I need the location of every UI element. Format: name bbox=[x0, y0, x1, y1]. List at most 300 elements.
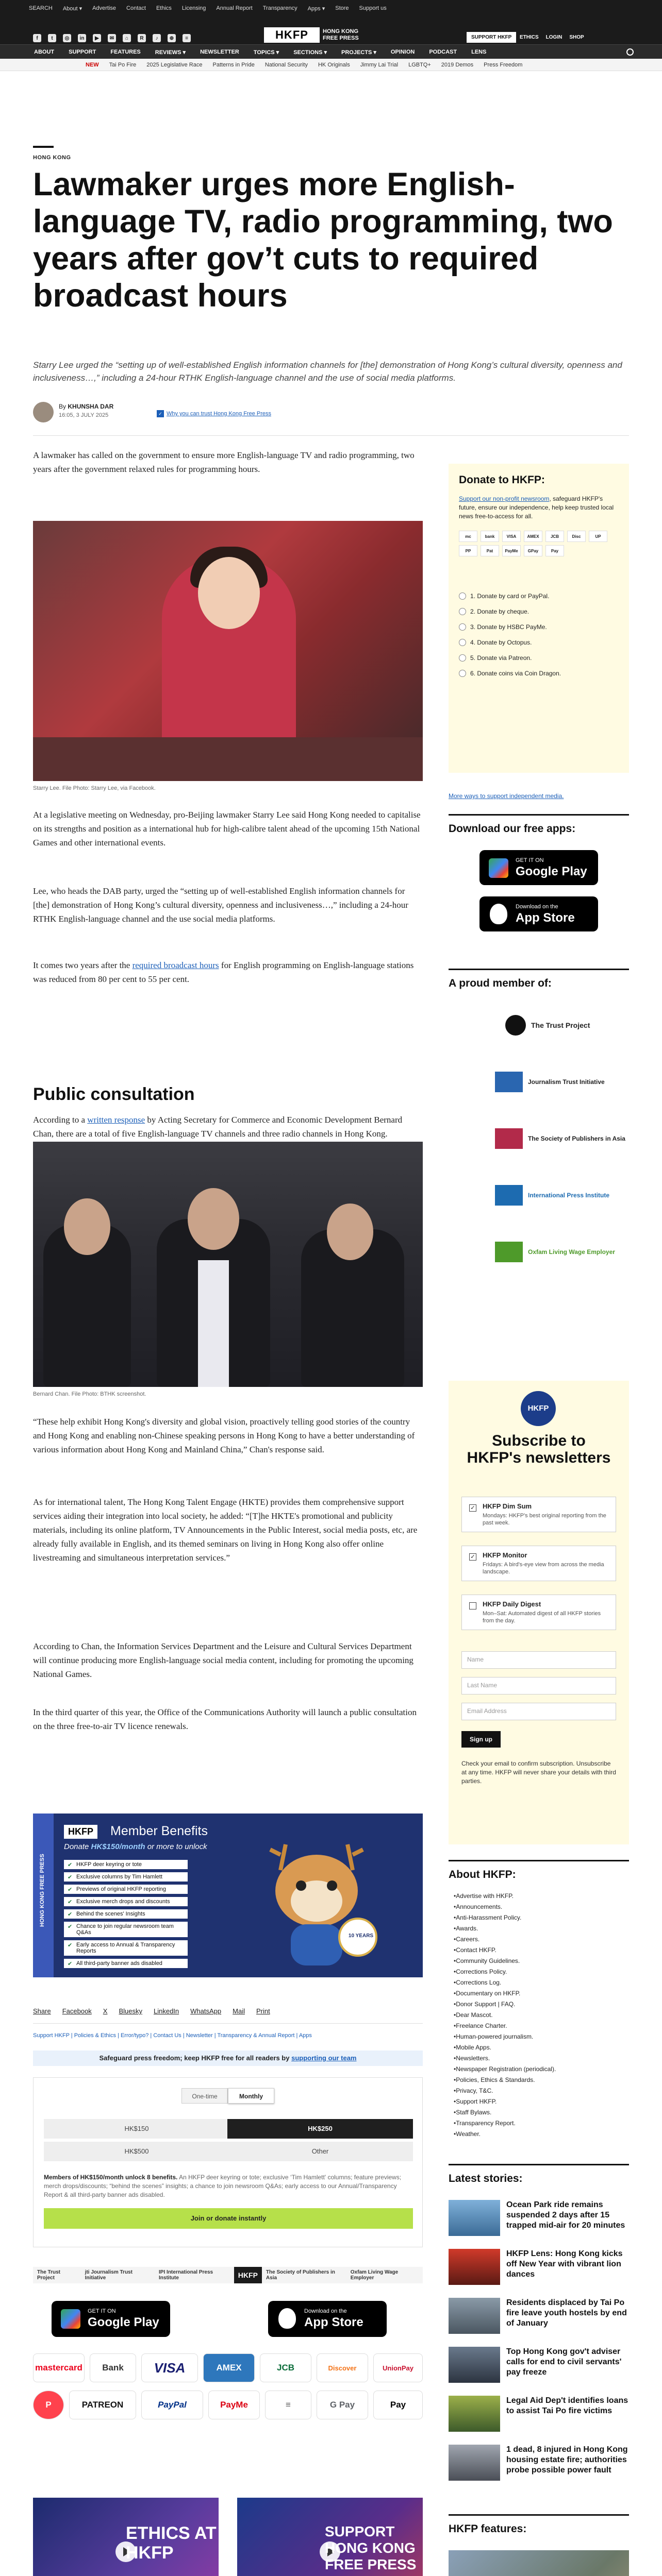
support-team-link[interactable]: supporting our team bbox=[291, 2054, 357, 2062]
nav-features[interactable]: FEATURES bbox=[110, 49, 141, 55]
benefit-item: ✔ Previews of original HKFP reporting bbox=[64, 1885, 188, 1894]
utility-link-store[interactable]: Store bbox=[335, 5, 349, 11]
google-pay-icon: G Pay bbox=[317, 2391, 368, 2419]
about-link[interactable]: • Corrections Policy. bbox=[454, 1967, 624, 1977]
banner-amount: HK$150/month bbox=[91, 1842, 145, 1851]
nav-podcast[interactable]: PODCAST bbox=[429, 49, 457, 55]
nav-newsletter[interactable]: NEWSLETTER bbox=[200, 49, 239, 55]
written-response-link[interactable]: written response bbox=[87, 1115, 145, 1125]
section-rule bbox=[33, 146, 54, 148]
paragraph bbox=[33, 958, 423, 986]
trending-link[interactable]: HK Originals bbox=[318, 62, 350, 68]
text: , safeguard HKFP's future, ensure our independence, help keep trusted local news free-to-access for all. bbox=[459, 495, 614, 520]
google-play-icon bbox=[61, 2309, 80, 2329]
text: or more to unlock bbox=[145, 1842, 207, 1851]
donate-heading: Donate to HKFP: bbox=[459, 474, 545, 486]
donate-option[interactable] bbox=[459, 670, 561, 677]
join-donate-button[interactable]: Join or donate instantly bbox=[44, 2208, 413, 2229]
reddit-icon[interactable]: R bbox=[138, 34, 146, 42]
store-caption: Download on the bbox=[304, 2308, 347, 2314]
latest-heading: Latest stories: bbox=[449, 2164, 629, 2185]
tab-monthly[interactable]: Monthly bbox=[228, 2088, 274, 2104]
discover-icon: Disc bbox=[567, 531, 586, 542]
newsletter-signup bbox=[449, 1381, 629, 1844]
text: by Acting Secretary for Commerce and Economic Development Bernard Chan, there are a total of five English-language TV channels and three radio channels in Hong Kong. bbox=[33, 1115, 403, 1139]
oxfam-logo[interactable] bbox=[495, 1242, 615, 1262]
promo-title: ETHICS AT HKFP bbox=[126, 2523, 217, 2563]
newsletter-option[interactable] bbox=[461, 1546, 616, 1581]
share-label[interactable]: Share bbox=[33, 2007, 51, 2015]
share-bluesky[interactable]: Bluesky bbox=[119, 2007, 142, 2015]
hkfp-badge[interactable]: HKFP bbox=[234, 2267, 262, 2283]
story-title[interactable]: 1 dead, 8 injured in Hong Kong housing estate fire; authorities probe possible power fault bbox=[506, 2445, 628, 2475]
store-name: App Store bbox=[516, 911, 575, 925]
about-link[interactable]: • Dear Mascot. bbox=[454, 2010, 624, 2021]
member-description bbox=[44, 2173, 413, 2199]
paragraph bbox=[33, 1113, 423, 1141]
jti-icon bbox=[495, 1072, 523, 1092]
about-link[interactable]: • Human-powered journalism. bbox=[454, 2031, 624, 2042]
jcb-icon: JCB bbox=[260, 2353, 311, 2382]
patreon-wordmark: PATREON bbox=[69, 2391, 136, 2419]
payme-icon: PayMe bbox=[208, 2391, 260, 2419]
article-dek: Starry Lee urged the “setting up of well-established English information channels for [the] demonstration of Hong Kong’s cultural diversity, openness and inclusiveness…,” including a 24-hour RTHK English-language channel and the use of social media platforms. bbox=[33, 360, 622, 383]
trust-link-text[interactable]: Why you can trust Hong Kong Free Press bbox=[167, 410, 271, 417]
trust-icon: ✓ bbox=[157, 410, 164, 417]
story-item[interactable] bbox=[449, 2445, 629, 2488]
paragraph: A lawmaker has called on the government to ensure more English-language TV and radio programming, two years after the government relaxed rules for programming hours. bbox=[33, 450, 415, 474]
text: It comes two years after the bbox=[33, 960, 133, 970]
home-icon[interactable]: ⌂ bbox=[123, 34, 131, 42]
apple-pay-icon: Pay bbox=[373, 2391, 423, 2419]
trust-project-icon bbox=[505, 1015, 526, 1036]
article-headline: Lawmaker urges more English-language TV, radio programming, two years after gov’t cuts to required broadcast hours bbox=[33, 166, 613, 314]
oxfam-badge[interactable]: Oxfam Living Wage Employer bbox=[346, 2267, 423, 2283]
story-thumbnail[interactable] bbox=[449, 2298, 500, 2334]
donate-widget bbox=[33, 2077, 423, 2247]
text: According to a bbox=[33, 1115, 88, 1125]
share-whatsapp[interactable]: WhatsApp bbox=[190, 2007, 222, 2015]
paragraph: According to Chan, the Information Services Department and the Leisure and Cultural Services Department will continue producing more English-language social media content, including for promoting the upcoming National Games. bbox=[33, 1641, 413, 1679]
deer-mascot-illustration bbox=[250, 1834, 384, 1973]
about-link[interactable]: • Support HKFP. bbox=[454, 2096, 624, 2107]
text: for English programming on English-language stations was reduced from 80 per cent to 55 per cent. bbox=[33, 960, 414, 984]
utility-link-transparency[interactable]: Transparency bbox=[262, 5, 297, 11]
nonprofit-link[interactable]: Support our non-profit newsroom bbox=[459, 495, 550, 502]
patreon-icon: Pat bbox=[481, 545, 499, 556]
about-link[interactable]: • Advertise with HKFP. bbox=[454, 1891, 624, 1902]
byline bbox=[33, 400, 342, 425]
banner-side-strip bbox=[33, 1814, 54, 1977]
trending-link[interactable]: 2019 Demos bbox=[441, 62, 474, 68]
story-thumbnail[interactable] bbox=[449, 2200, 500, 2236]
about-link[interactable]: • Privacy, T&C. bbox=[454, 2086, 624, 2096]
member-description-bold: Members of HK$150/month unlock 8 benefits. bbox=[44, 2174, 178, 2181]
photo-figure-face bbox=[198, 557, 260, 629]
story-thumbnail[interactable] bbox=[449, 2347, 500, 2383]
trust-link[interactable] bbox=[157, 410, 271, 417]
membership-badges bbox=[33, 2267, 423, 2283]
paragraph: At a legislative meeting on Wednesday, pro-Beijing lawmaker Starry Lee said Hong Kong needed to capitalise on its strengths and position as a international hub for high-calibre talent ahead of the upcoming 15th National Games and other international events. bbox=[33, 810, 421, 848]
story-item[interactable] bbox=[449, 2347, 629, 2390]
radio-icon[interactable] bbox=[459, 654, 466, 662]
site-logo-text[interactable]: HONG KONG FREE PRESS bbox=[323, 28, 359, 41]
email-icon[interactable]: ✉ bbox=[108, 34, 116, 42]
app-store-button[interactable] bbox=[268, 2301, 387, 2337]
latest-stories bbox=[449, 2164, 629, 2494]
share-print[interactable]: Print bbox=[256, 2007, 270, 2015]
ethics-video-promo[interactable] bbox=[33, 2498, 219, 2576]
donate-option-label: 6. Donate coins via Coin Dragon. bbox=[470, 670, 561, 677]
apps-heading: Download our free apps: bbox=[449, 814, 629, 835]
utility-link-annual-report[interactable]: Annual Report bbox=[216, 5, 253, 11]
donate-intro bbox=[459, 495, 619, 521]
benefit-item: ✔ Exclusive columns by Tim Hamlett bbox=[64, 1872, 188, 1882]
share-linkedin[interactable]: LinkedIn bbox=[154, 2007, 179, 2015]
nav-projects[interactable]: PROJECTS ▾ bbox=[341, 49, 376, 56]
story-item[interactable] bbox=[449, 2396, 629, 2439]
nav-opinion[interactable]: OPINION bbox=[390, 49, 415, 55]
payment-methods-row bbox=[33, 2391, 423, 2419]
newsletter-note: Check your email to confirm subscription. Unsubscribe at any time. HKFP will never share your details with third parties. bbox=[461, 1760, 616, 1785]
radio-icon[interactable] bbox=[459, 639, 466, 646]
photo-figure-face bbox=[64, 1198, 110, 1255]
unionpay-icon: UnionPay bbox=[373, 2353, 423, 2382]
divider bbox=[33, 435, 629, 436]
share-x[interactable]: X bbox=[103, 2007, 108, 2015]
trending-bar bbox=[0, 59, 662, 71]
last-name-field[interactable]: Last Name bbox=[461, 1677, 616, 1694]
about-link[interactable]: • Weather. bbox=[454, 2129, 624, 2140]
support-video-promo[interactable] bbox=[237, 2498, 423, 2576]
about-link[interactable]: • Newspaper Registration (periodical). bbox=[454, 2064, 624, 2075]
first-name-field[interactable]: Name bbox=[461, 1651, 616, 1669]
checkbox[interactable] bbox=[469, 1602, 476, 1609]
paragraph: As for international talent, The Hong Kong Talent Engage (HKTE) provides them comprehensive support services aiding their integration into local society, he added: “[T]he HKTE's promotional and publicity materials, including its online platform, TV Announcements in the Public Interest, social media posts, etc, are already fully available in English, and its themed seminars on living in Hong Kong also offer online livestreaming and simultaneous interpretation services.” bbox=[33, 1497, 418, 1563]
about-links bbox=[454, 1891, 624, 2140]
main-nav bbox=[0, 44, 662, 59]
features-heading: HKFP features: bbox=[449, 2514, 629, 2535]
about-link[interactable]: • Policies, Ethics & Standards. bbox=[454, 2075, 624, 2086]
text: Donate bbox=[64, 1842, 91, 1851]
story-title[interactable]: HKFP Lens: Hong Kong kicks off New Year with vibrant lion dances bbox=[506, 2249, 623, 2279]
member-name: Oxfam Living Wage Employer bbox=[528, 1248, 615, 1256]
trending-link[interactable]: Patterns in Pride bbox=[212, 62, 255, 68]
facebook-icon[interactable]: f bbox=[33, 34, 41, 42]
more-ways-link[interactable]: More ways to support independent media. bbox=[449, 792, 564, 800]
about-link[interactable]: • Mobile Apps. bbox=[454, 2042, 624, 2053]
amount-option-selected[interactable]: HK$250 bbox=[227, 2119, 413, 2139]
ethics-link[interactable]: ETHICS bbox=[520, 35, 539, 40]
instagram-icon[interactable]: ◎ bbox=[63, 34, 71, 42]
payme-icon: PayMe bbox=[502, 545, 521, 556]
benefit-item: ✔ HKFP deer keyring or tote bbox=[64, 1860, 188, 1869]
about-link[interactable]: • Newsletters. bbox=[454, 2053, 624, 2064]
newsletter-desc: Mondays: HKFP's best original reporting from the past week. bbox=[483, 1513, 606, 1526]
tiktok-icon[interactable]: ♪ bbox=[153, 34, 161, 42]
nav-reviews[interactable]: REVIEWS ▾ bbox=[155, 49, 186, 56]
about-link[interactable]: • Anti-Harassment Policy. bbox=[454, 1912, 624, 1923]
share-facebook[interactable]: Facebook bbox=[62, 2007, 92, 2015]
amex-icon: AMEX bbox=[203, 2353, 255, 2382]
about-link[interactable]: • Awards. bbox=[454, 1923, 624, 1934]
ipi-logo[interactable] bbox=[495, 1185, 609, 1206]
newsletter-name: HKFP Dim Sum bbox=[483, 1502, 532, 1510]
discover-icon: Discover bbox=[317, 2353, 368, 2382]
trending-link[interactable]: LGBTQ+ bbox=[408, 62, 431, 68]
byline-prefix: By bbox=[59, 403, 67, 410]
radio-icon[interactable] bbox=[459, 592, 466, 600]
paragraph: In the third quarter of this year, the Office of the Communications Authority will launch a public consultation on the three free-to-air TV licence renewals. bbox=[33, 1707, 417, 1731]
broadcast-hours-link[interactable]: required broadcast hours bbox=[132, 960, 219, 970]
radio-icon[interactable] bbox=[459, 608, 466, 615]
benefit-item: ✔ All third-party banner ads disabled bbox=[64, 1959, 188, 1968]
google-pay-icon: GPay bbox=[524, 545, 542, 556]
linkedin-icon[interactable]: in bbox=[78, 34, 86, 42]
author-name[interactable]: KHUNSHA DAR bbox=[68, 403, 114, 410]
story-title[interactable]: Ocean Park ride remains suspended 2 days after 15 trapped mid-air for 20 minutes bbox=[506, 2200, 625, 2230]
store-name: Google Play bbox=[88, 2315, 159, 2329]
article-photo-starry-lee bbox=[33, 521, 423, 781]
about-link[interactable]: • Announcements. bbox=[454, 1902, 624, 1912]
article-photo-bernard-chan bbox=[33, 1142, 423, 1387]
share-mail[interactable]: Mail bbox=[233, 2007, 245, 2015]
radio-icon[interactable] bbox=[459, 623, 466, 631]
utility-link-contact[interactable]: Contact bbox=[126, 5, 146, 11]
trending-link[interactable]: 2025 Legislative Race bbox=[146, 62, 203, 68]
benefit-list bbox=[64, 1860, 188, 1971]
utility-link-support[interactable]: Support us bbox=[359, 5, 387, 11]
nav-about[interactable]: ABOUT bbox=[34, 49, 55, 55]
about-link[interactable]: • Corrections Log. bbox=[454, 1977, 624, 1988]
site-logo[interactable]: HKFP bbox=[264, 27, 320, 43]
email-field[interactable]: Email Address bbox=[461, 1703, 616, 1720]
about-link[interactable]: • Donor Support | FAQ. bbox=[454, 1999, 624, 2010]
photo-figure-shirt bbox=[198, 1260, 229, 1387]
donate-option[interactable] bbox=[459, 608, 561, 615]
donate-option[interactable] bbox=[459, 639, 561, 646]
signup-button[interactable]: Sign up bbox=[461, 1731, 501, 1748]
visa-icon: VISA bbox=[141, 2353, 198, 2382]
tab-one-time[interactable]: One-time bbox=[181, 2088, 228, 2104]
story-title[interactable]: Legal Aid Dep't identifies loans to assist Tai Po fire victims bbox=[506, 2396, 628, 2415]
store-caption: GET IT ON bbox=[88, 2308, 116, 2314]
about-link[interactable]: • Documentary on HKFP. bbox=[454, 1988, 624, 1999]
member-name: The Society of Publishers in Asia bbox=[528, 1135, 625, 1142]
story-title[interactable]: Residents displaced by Tai Po fire leave youth hostels by end of January bbox=[506, 2298, 627, 2328]
amex-icon: AMEX bbox=[524, 531, 542, 542]
google-play-button[interactable] bbox=[479, 850, 598, 885]
mastercard-icon: mastercard bbox=[33, 2353, 85, 2382]
story-thumbnail[interactable] bbox=[449, 2249, 500, 2285]
donate-option-label: 1. Donate by card or PayPal. bbox=[470, 592, 550, 600]
utility-nav bbox=[29, 5, 387, 12]
newsletter-title: Subscribe to HKFP's newsletters bbox=[467, 1432, 611, 1466]
donate-option[interactable] bbox=[459, 592, 561, 600]
trust-project-logo[interactable] bbox=[505, 1015, 590, 1036]
photo-caption: Starry Lee. File Photo: Starry Lee, via Facebook. bbox=[33, 785, 156, 791]
donate-option[interactable] bbox=[459, 623, 561, 631]
amount-option[interactable]: HK$500 bbox=[44, 2142, 229, 2161]
new-label: NEW bbox=[86, 62, 99, 68]
amount-other[interactable]: Other bbox=[227, 2142, 413, 2161]
nav-support[interactable]: SUPPORT bbox=[69, 49, 96, 55]
benefit-item: ✔ Behind the scenes' Insights bbox=[64, 1909, 188, 1919]
unionpay-icon: UP bbox=[589, 531, 607, 542]
utility-link-licensing[interactable]: Licensing bbox=[181, 5, 206, 11]
story-thumbnail[interactable] bbox=[449, 2445, 500, 2481]
radio-icon[interactable] bbox=[459, 670, 466, 677]
ipi-badge[interactable]: IPI International Press Institute bbox=[155, 2267, 234, 2283]
jcb-icon: JCB bbox=[545, 531, 564, 542]
oxfam-icon bbox=[495, 1242, 523, 1262]
about-section bbox=[449, 1860, 629, 2154]
story-title[interactable]: Top Hong Kong gov't adviser calls for end to civil servants' pay freeze bbox=[506, 2347, 622, 2377]
newsletter-logo: HKFP bbox=[521, 1391, 556, 1426]
story-item[interactable] bbox=[449, 2298, 629, 2341]
mastercard-icon: mc bbox=[459, 531, 477, 542]
author-line bbox=[59, 403, 113, 410]
banner-title: Member Benefits bbox=[110, 1824, 208, 1838]
newsletter-desc: Mon–Sat: Automated digest of all HKFP stories from the day. bbox=[483, 1611, 601, 1624]
newsletter-option[interactable] bbox=[461, 1595, 616, 1630]
story-item[interactable] bbox=[449, 2200, 629, 2243]
youtube-icon[interactable]: ▶ bbox=[93, 34, 101, 42]
banner-subtitle bbox=[64, 1842, 207, 1851]
about-link[interactable]: • Community Guidelines. bbox=[454, 1956, 624, 1967]
member-benefits-banner[interactable] bbox=[33, 1814, 423, 1977]
story-thumbnail[interactable] bbox=[449, 2396, 500, 2432]
member-description-text: An HKFP deer keyring or tote; exclusive ‘Tim Hamlett' columns; feature previews; merch drops/discounts; “behind the scenes” insights; a chance to join newsroom Q&As; early access to our Annual/Transparency Report & all third-party banner ads disabled. bbox=[44, 2174, 402, 2198]
patreon-icon: P bbox=[33, 2391, 64, 2419]
photo-desk bbox=[33, 737, 423, 781]
sopa-badge[interactable]: The Society of Publishers in Asia bbox=[262, 2267, 346, 2283]
login-link[interactable]: LOGIN bbox=[545, 35, 562, 40]
sopa-logo[interactable] bbox=[495, 1128, 625, 1149]
member-of-section bbox=[449, 969, 629, 1370]
shop-link[interactable]: SHOP bbox=[569, 35, 584, 40]
story-item[interactable] bbox=[449, 2249, 629, 2292]
jti-logo[interactable] bbox=[495, 1072, 605, 1092]
photo-figure-face bbox=[327, 1204, 373, 1260]
utility-link-apps[interactable]: Apps ▾ bbox=[307, 6, 325, 12]
frequency-tabs bbox=[181, 2088, 274, 2104]
store-name: App Store bbox=[304, 2315, 363, 2329]
about-link[interactable]: • Contact HKFP. bbox=[454, 1945, 624, 1956]
apple-icon bbox=[278, 2308, 296, 2329]
member-name: Journalism Trust Initiative bbox=[528, 1078, 605, 1086]
apple-pay-icon: Pay bbox=[545, 545, 564, 556]
donate-option-label: 2. Donate by cheque. bbox=[470, 608, 529, 615]
bluesky-icon[interactable]: ⊕ bbox=[168, 34, 176, 42]
paragraph: “These help exhibit Hong Kong's diversity and global vision, proactively telling good stories of the country and Hong Kong and enabling non-Chinese speaking persons in Hong Kong to have a better understanding of various information about Hong Kong and Mainland China,” Chan's response said. bbox=[33, 1417, 415, 1454]
utility-link-search[interactable]: SEARCH bbox=[29, 5, 53, 11]
trust-project-badge[interactable]: The Trust Project bbox=[33, 2267, 81, 2283]
promo-title: SUPPORT HONG KONG FREE PRESS bbox=[325, 2523, 417, 2572]
banner-side-text: HONG KONG FREE PRESS bbox=[39, 1854, 45, 1927]
member-heading: A proud member of: bbox=[449, 969, 629, 990]
checkbox[interactable]: ✓ bbox=[469, 1504, 476, 1512]
author-avatar bbox=[33, 402, 54, 422]
rss-icon[interactable]: ≡ bbox=[183, 34, 191, 42]
photo-caption: Bernard Chan. File Photo: BTHK screenshot. bbox=[33, 1391, 146, 1397]
about-link[interactable]: • Careers. bbox=[454, 1934, 624, 1945]
nav-topics[interactable]: TOPICS ▾ bbox=[253, 49, 279, 56]
store-caption: GET IT ON bbox=[516, 857, 544, 863]
support-hkfp-button[interactable]: SUPPORT HKFP bbox=[467, 32, 516, 43]
account-links bbox=[520, 35, 584, 40]
benefit-item: ✔ Exclusive merch drops and discounts bbox=[64, 1897, 188, 1906]
text: Safeguard press freedom; keep HKFP free for all readers by bbox=[99, 2054, 292, 2062]
amount-option[interactable]: HK$150 bbox=[44, 2119, 229, 2139]
share-bar bbox=[33, 2007, 270, 2015]
trending-link[interactable]: National Security bbox=[264, 62, 308, 68]
newsletter-option[interactable] bbox=[461, 1497, 616, 1532]
checkbox[interactable]: ✓ bbox=[469, 1553, 476, 1561]
banner-logo: HKFP bbox=[64, 1825, 97, 1839]
utility-link-about[interactable]: About ▾ bbox=[62, 6, 82, 12]
google-play-button[interactable] bbox=[52, 2301, 170, 2337]
more-ways-link-wrap bbox=[449, 792, 629, 800]
donate-option-label: 3. Donate by HSBC PayMe. bbox=[470, 623, 547, 631]
trending-link[interactable]: Jimmy Lai Trial bbox=[360, 62, 399, 68]
social-icons bbox=[33, 34, 191, 42]
about-link[interactable]: • Staff Bylaws. bbox=[454, 2107, 624, 2118]
utility-link-ethics[interactable]: Ethics bbox=[156, 5, 172, 11]
article-footer-links[interactable]: Support HKFP | Policies & Ethics | Error/typo? | Contact Us | Newsletter | Transparency & Annual Report | Apps bbox=[33, 2032, 312, 2039]
member-name: International Press Institute bbox=[528, 1192, 610, 1199]
bank-icon: bank bbox=[481, 531, 499, 542]
feature-image[interactable] bbox=[449, 2550, 629, 2576]
about-link[interactable]: • Transparency Report. bbox=[454, 2118, 624, 2129]
anniversary-badge: 10 YEARS bbox=[348, 1933, 374, 1939]
subheading: Public consultation bbox=[33, 1084, 195, 1104]
jti-badge[interactable]: jti Journalism Trust Initiative bbox=[81, 2267, 155, 2283]
x-icon[interactable]: t bbox=[48, 34, 56, 42]
utility-link-advertise[interactable]: Advertise bbox=[92, 5, 117, 11]
paragraph: Lee, who heads the DAB party, urged the “setting up of well-established English information channels for [the] demonstration of Hong Kong’s cultural diversity, openness and inclusiveness…,” including a 24-hour RTHK English-language channel and the use social media platforms. bbox=[33, 886, 408, 924]
paypal-icon: PayPal bbox=[141, 2391, 203, 2419]
nav-sections[interactable]: SECTIONS ▾ bbox=[293, 49, 327, 56]
donate-option-label: 5. Donate via Patreon. bbox=[470, 654, 532, 662]
newsletter-name: HKFP Monitor bbox=[483, 1551, 527, 1559]
search-icon[interactable] bbox=[626, 48, 634, 56]
benefit-item: ✔ Chance to join regular newsroom team Q&As bbox=[64, 1922, 188, 1937]
donate-option-label: 4. Donate by Octopus. bbox=[470, 639, 532, 646]
top-bar bbox=[0, 0, 662, 44]
google-play-icon bbox=[489, 858, 508, 878]
mini-payment-icons bbox=[459, 531, 619, 560]
trending-link[interactable]: Tai Po Fire bbox=[109, 62, 137, 68]
safeguard-notice bbox=[33, 2050, 423, 2066]
nav-lens[interactable]: LENS bbox=[471, 49, 487, 55]
newsletter-desc: Fridays: A bird's-eye view from across the media landscape. bbox=[483, 1562, 604, 1575]
payment-methods-row bbox=[33, 2353, 423, 2382]
store-caption: Download on the bbox=[516, 904, 558, 910]
app-store-button[interactable] bbox=[479, 896, 598, 931]
hkfp-features bbox=[449, 2514, 629, 2576]
donate-option[interactable] bbox=[459, 654, 561, 662]
divider bbox=[33, 2023, 423, 2024]
section-label[interactable]: HONG KONG bbox=[33, 155, 71, 161]
trending-link[interactable]: Press Freedom bbox=[484, 62, 523, 68]
about-link[interactable]: • Freelance Charter. bbox=[454, 2021, 624, 2031]
apps-section bbox=[449, 814, 629, 958]
store-name: Google Play bbox=[516, 865, 587, 878]
paypal-icon: PP bbox=[459, 545, 477, 556]
publish-date: 16:05, 3 JULY 2025 bbox=[59, 412, 109, 418]
benefit-item: ✔ Early access to Annual & Transparency Reports bbox=[64, 1940, 188, 1956]
